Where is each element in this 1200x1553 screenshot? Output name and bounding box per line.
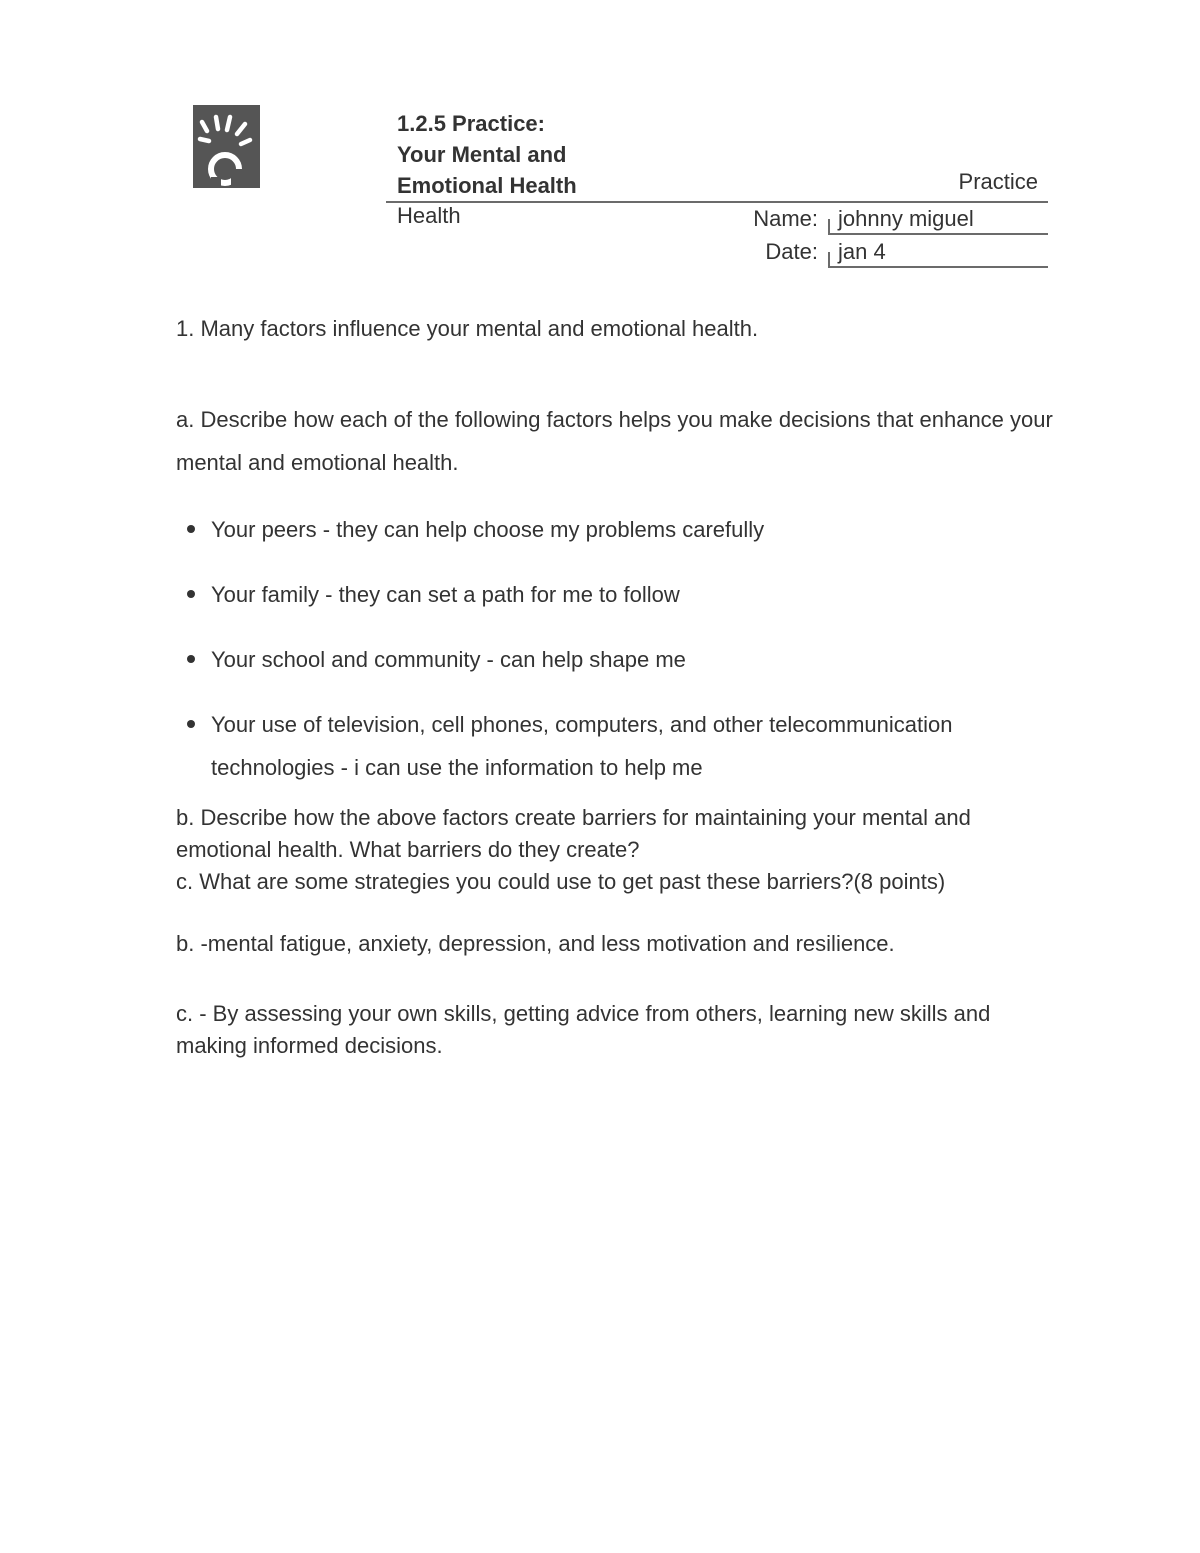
factors-list: [176, 508, 1056, 811]
factor-text: Your peers - they can help choose my problems carefully: [211, 517, 765, 542]
bullet-icon: [187, 525, 195, 533]
bullet-icon: [187, 655, 195, 663]
list-item: [176, 508, 1056, 551]
date-field[interactable]: jan 4: [838, 239, 886, 264]
list-item: [176, 703, 1056, 789]
document-type-label: Practice: [958, 169, 1038, 194]
date-field-tick: [828, 252, 830, 266]
question-c: c. What are some strategies you could use to get past these barriers?(8 points): [176, 869, 946, 894]
list-item: [176, 573, 1056, 616]
question-1: 1. Many factors influence your mental and emotional health.: [176, 316, 759, 341]
sun-head-icon: [193, 105, 260, 188]
questions-b-c: [176, 802, 1056, 898]
factor-text: Your use of television, cell phones, computers, and other telecommunication technologies - i can use the information to help me: [211, 712, 953, 780]
name-label: Name:: [753, 206, 818, 231]
title-line-3: Emotional Health: [397, 173, 577, 198]
name-field-tick: [828, 219, 830, 233]
factor-text: Your family - they can set a path for me to follow: [211, 582, 680, 607]
subject-label: Health: [397, 203, 461, 228]
date-field-underline: [828, 266, 1048, 268]
question-a: a. Describe how each of the following factors helps you make decisions that enhance your mental and emotional health.: [176, 407, 1053, 475]
answer-c: c. - By assessing your own skills, getting advice from others, learning new skills and making informed decisions.: [176, 1001, 991, 1058]
bullet-icon: [187, 590, 195, 598]
page-title: [397, 108, 577, 201]
answer-b: b. -mental fatigue, anxiety, depression, and less motivation and resilience.: [176, 931, 895, 956]
factor-text: Your school and community - can help shape me: [211, 647, 686, 672]
title-line-2: Your Mental and: [397, 142, 567, 167]
name-field[interactable]: johnny miguel: [838, 206, 974, 231]
question-b: b. Describe how the above factors create barriers for maintaining your mental and emotional health. What barriers do they create?: [176, 805, 971, 862]
name-field-underline: [828, 233, 1048, 235]
bullet-icon: [187, 720, 195, 728]
list-item: [176, 638, 1056, 681]
header-divider: [386, 201, 1048, 203]
title-line-1: 1.2.5 Practice:: [397, 111, 545, 136]
date-label: Date:: [765, 239, 818, 264]
